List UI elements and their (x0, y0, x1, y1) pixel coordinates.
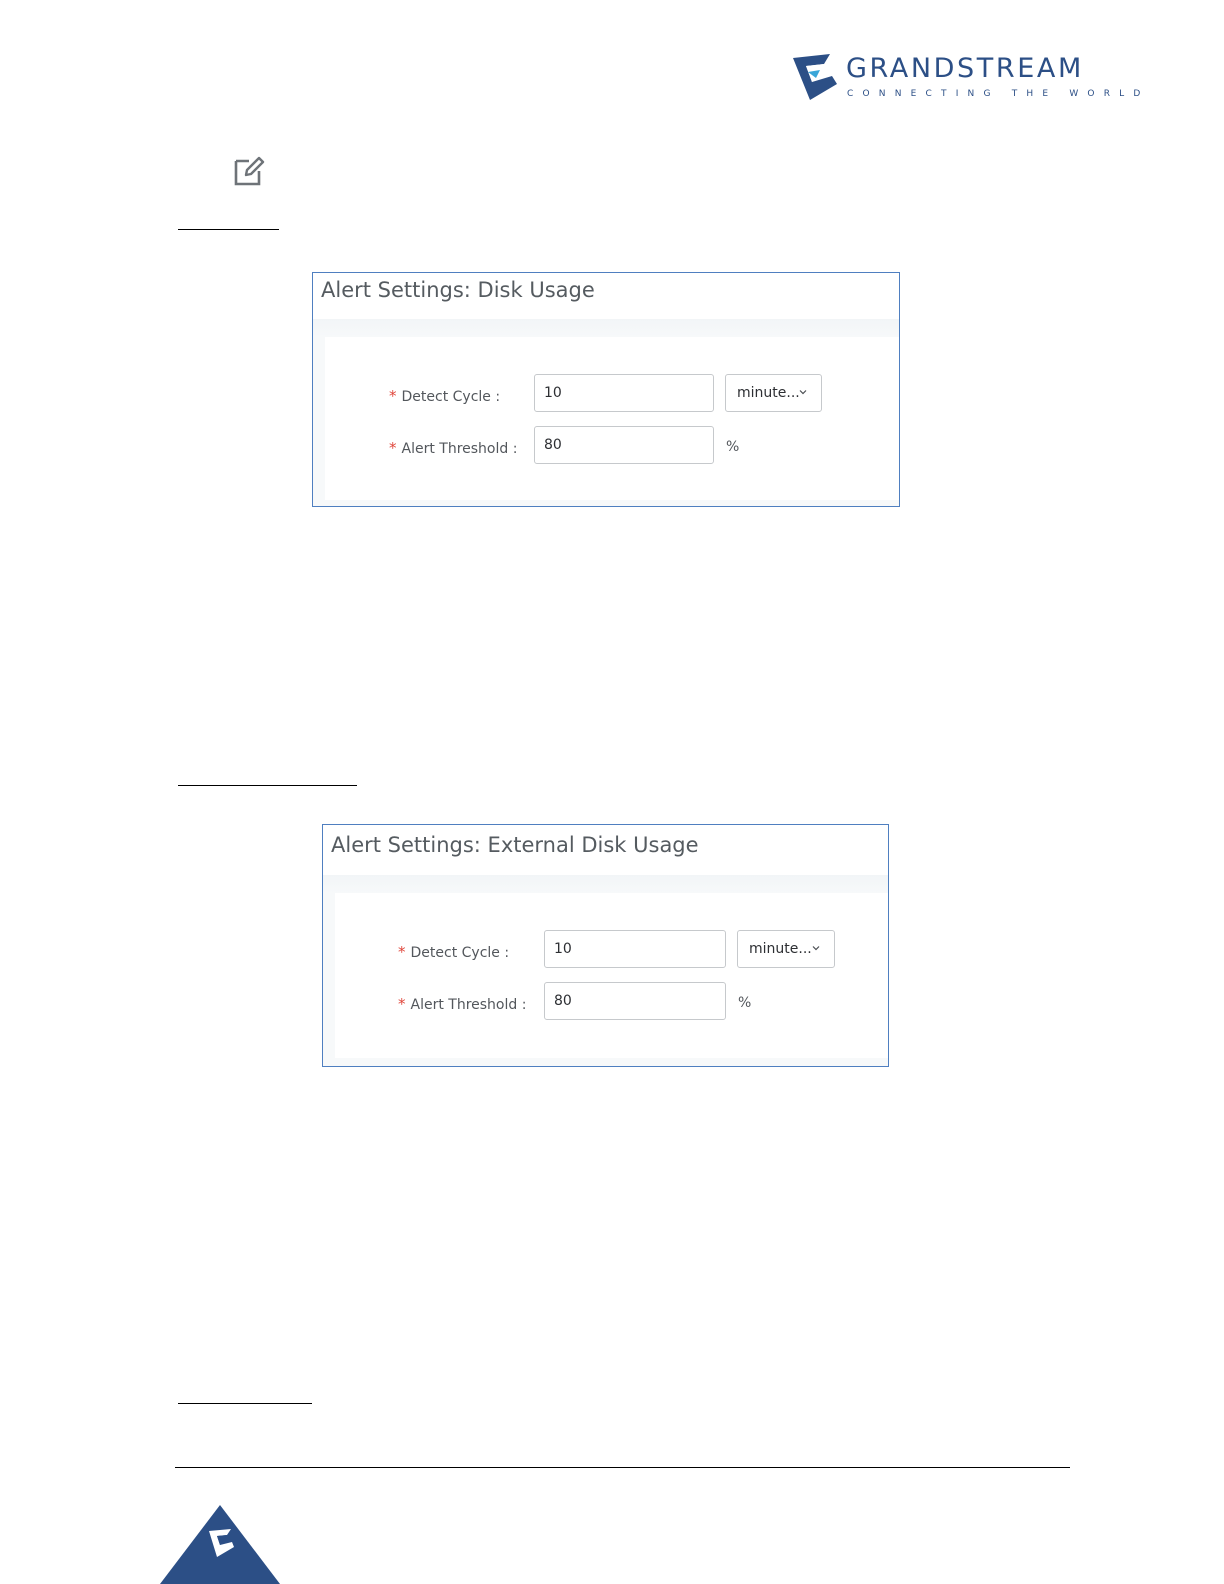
dialog-title: Alert Settings: External Disk Usage (331, 833, 699, 857)
percent-unit: % (738, 995, 752, 1011)
detect-cycle-unit-select[interactable] (725, 374, 822, 412)
detect-cycle-label: * Detect Cycle : (389, 387, 501, 405)
alert-threshold-label: * Alert Threshold : (398, 995, 527, 1013)
detect-cycle-unit-value: minute... (749, 941, 812, 957)
chevron-down-icon (812, 944, 820, 952)
grandstream-logo (790, 52, 1150, 104)
brand-tagline: CONNECTING THE WORLD (847, 89, 1150, 99)
alert-threshold-label: * Alert Threshold : (389, 439, 518, 457)
percent-unit: % (726, 439, 740, 455)
alert-threshold-input[interactable]: 80 (544, 982, 726, 1020)
detect-cycle-input[interactable]: 10 (534, 374, 714, 412)
edit-icon[interactable] (232, 154, 266, 188)
alert-settings-external-disk-usage-dialog (322, 824, 889, 1067)
dialog-header-divider (313, 319, 899, 337)
alert-settings-disk-usage-dialog (312, 272, 900, 507)
required-marker: * (398, 995, 406, 1013)
chevron-down-icon (799, 388, 807, 396)
heading-underline (178, 229, 279, 230)
detect-cycle-input[interactable]: 10 (544, 930, 726, 968)
dialog-body (313, 337, 899, 506)
detect-cycle-label: * Detect Cycle : (398, 943, 510, 961)
dialog-body (323, 893, 888, 1066)
required-marker: * (398, 943, 406, 961)
grandstream-logo-icon (790, 52, 840, 104)
dialog-title: Alert Settings: Disk Usage (321, 278, 595, 302)
detect-cycle-unit-value: minute... (737, 385, 800, 401)
footer-rule (175, 1467, 1070, 1468)
grandstream-badge-icon (160, 1505, 280, 1584)
form-area (325, 337, 899, 500)
required-marker: * (389, 387, 397, 405)
heading-underline (178, 785, 357, 786)
heading-underline (178, 1403, 312, 1404)
detect-cycle-unit-select[interactable] (737, 930, 835, 968)
brand-name: GRANDSTREAM (846, 53, 1084, 84)
dialog-header-divider (323, 875, 888, 893)
alert-threshold-input[interactable]: 80 (534, 426, 714, 464)
required-marker: * (389, 439, 397, 457)
form-area (335, 893, 888, 1058)
